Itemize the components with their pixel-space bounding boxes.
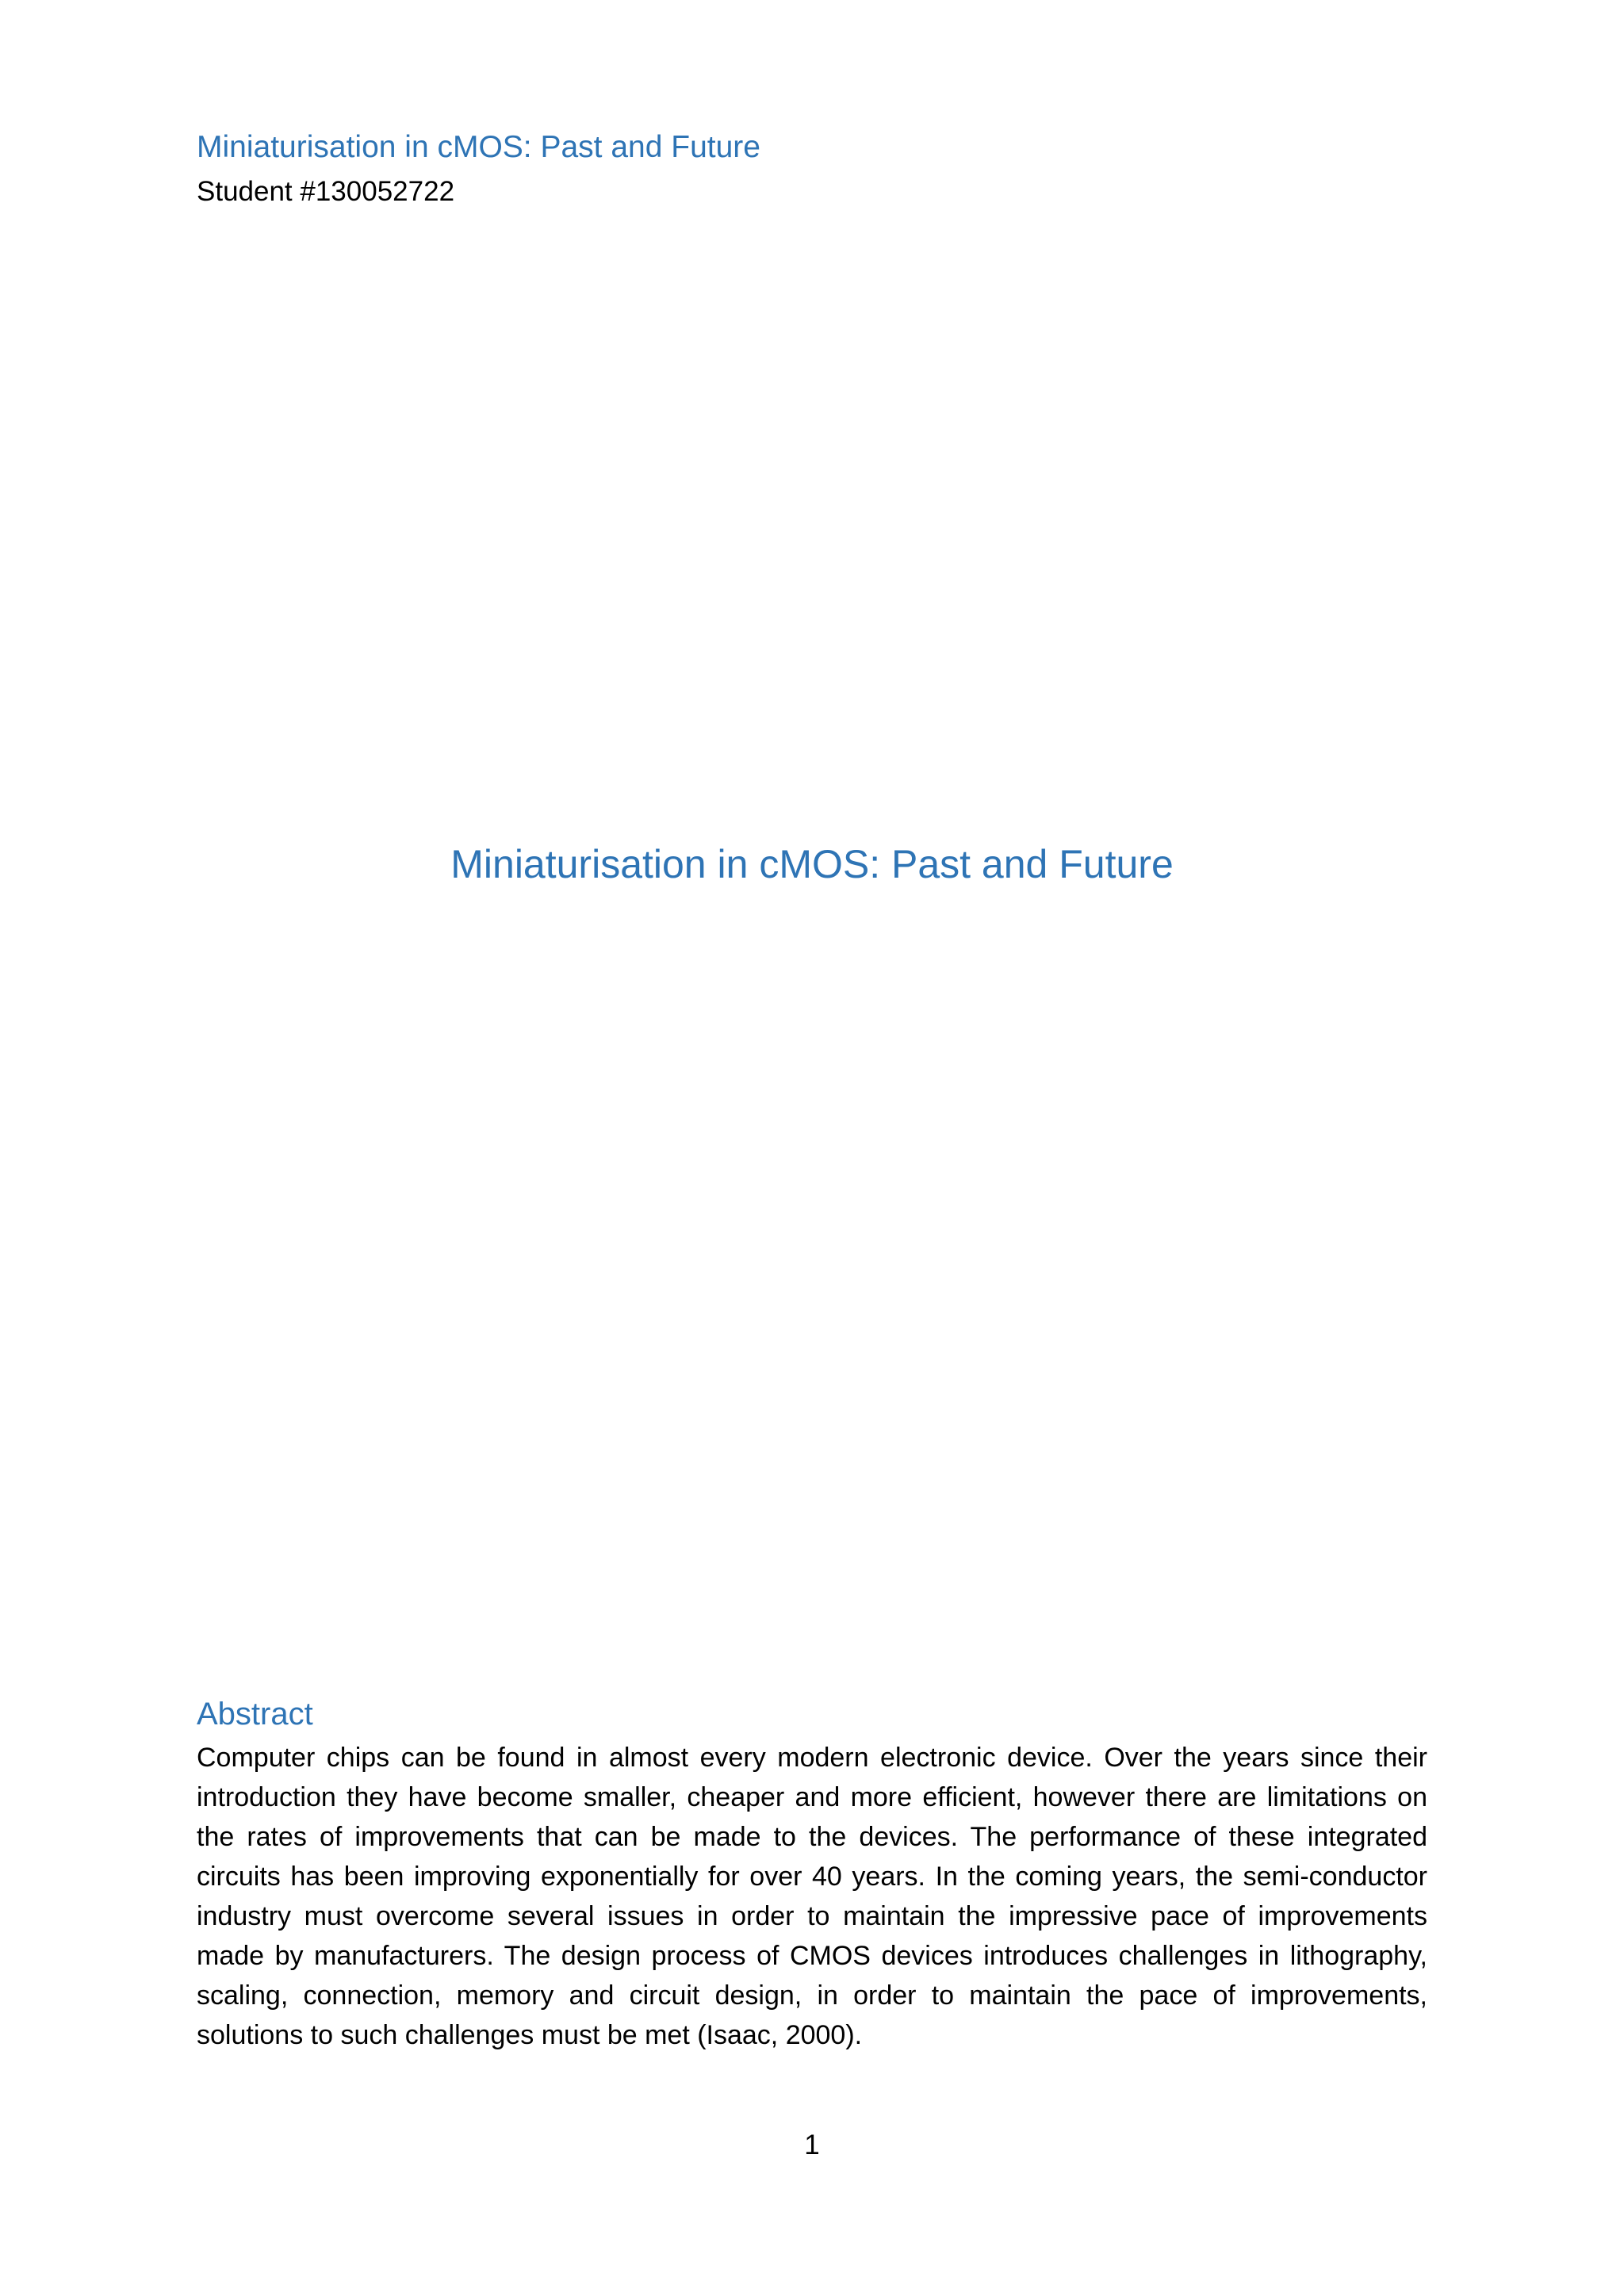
student-id: Student #130052722 xyxy=(197,176,455,207)
abstract-heading: Abstract xyxy=(197,1697,313,1732)
page-number: 1 xyxy=(804,2130,820,2160)
header-title: Miniaturisation in cMOS: Past and Future xyxy=(197,130,760,164)
cover-title: Miniaturisation in cMOS: Past and Future xyxy=(450,842,1174,886)
abstract-body: Computer chips can be found in almost every modern electronic device. Over the years since their introduction they have become smaller, cheaper and more efficient, however there are limitations on the rates of improvements that can be made to the devices. The performance of these integrated circuits has been improving exponentially for over 40 years. In the coming years, the semi-conductor industry must overcome several issues in order to maintain the impressive pace of improvements made by manufacturers. The design process of CMOS devices introduces challenges in lithography, scaling, connection, memory and circuit design, in order to maintain the pace of improvements, solutions to such challenges must be met (Isaac, 2000). xyxy=(197,1743,1427,2050)
